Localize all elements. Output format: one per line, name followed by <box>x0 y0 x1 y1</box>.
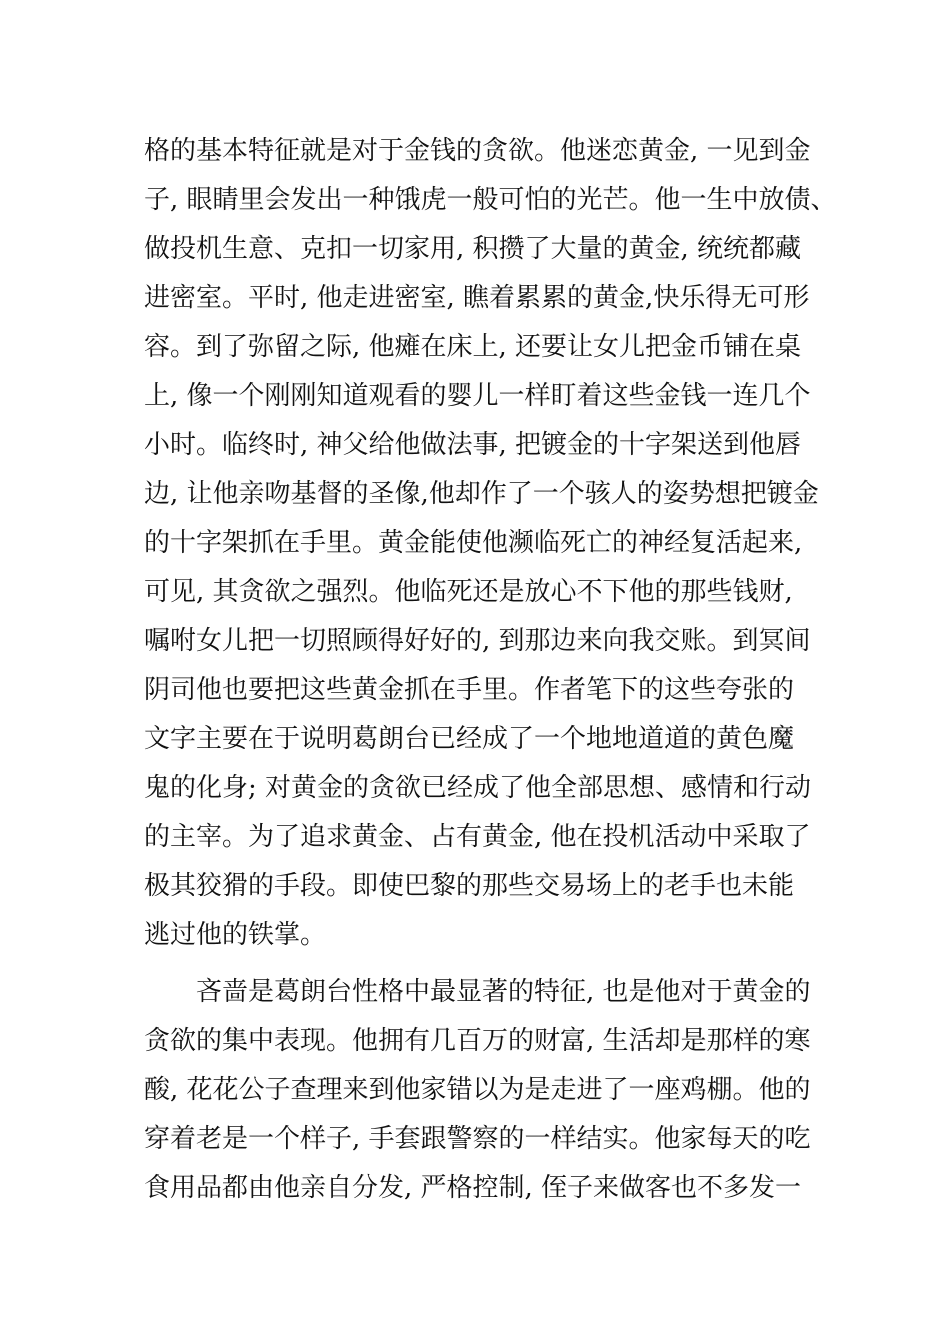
text-line: 文字主要在于说明葛朗台已经成了一个地地道道的黄色魔 <box>144 724 795 754</box>
text-line: 嘱咐女儿把一切照顾得好好的, 到那边来向我交账。到冥间 <box>144 626 811 656</box>
text-line: 小时。临终时, 神父给他做法事, 把镀金的十字架送到他唇 <box>144 430 802 460</box>
text-line: 的主宰。为了追求黄金、占有黄金, 他在投机活动中采取了 <box>144 822 811 852</box>
text-line: 酸, 花花公子查理来到他家错以为是走进了一座鸡棚。他的 <box>144 1075 811 1105</box>
text-line: 可见, 其贪欲之强烈。他临死还是放心不下他的那些钱财, <box>144 577 793 607</box>
text-line: 贪欲的集中表现。他拥有几百万的财富, 生活却是那样的寒 <box>144 1026 811 1056</box>
paragraph-gap <box>144 960 816 968</box>
text-line: 吝啬是葛朗台性格中最显著的特征, 也是他对于黄金的 <box>144 977 811 1007</box>
text-line: 穿着老是一个样子, 手套跟警察的一样结实。他家每天的吃 <box>144 1124 811 1154</box>
text-line: 极其狡猾的手段。即使巴黎的那些交易场上的老手也未能 <box>144 871 795 901</box>
text-line: 做投机生意、克扣一切家用, 积攒了大量的黄金, 统统都藏 <box>144 234 802 264</box>
body-text <box>144 127 837 1213</box>
text-line: 逃过他的铁掌。 <box>144 920 327 950</box>
text-line: 进密室。平时, 他走进密室, 瞧着累累的黄金,快乐得无可形 <box>144 283 810 313</box>
text-line: 格的基本特征就是对于金钱的贪欲。他迷恋黄金, 一见到金 <box>144 136 811 166</box>
text-line: 的十字架抓在手里。黄金能使他濒临死亡的神经复活起来, <box>144 528 803 558</box>
text-line: 子, 眼睛里会发出一种饿虎一般可怕的光芒。他一生中放债、 <box>144 185 837 215</box>
text-line: 鬼的化身; 对黄金的贪欲已经成了他全部思想、感情和行动 <box>144 773 812 803</box>
text-line: 食用品都由他亲自分发, 严格控制, 侄子来做客也不多发一 <box>144 1173 802 1203</box>
paragraph-1 <box>144 127 837 960</box>
text-line: 边, 让他亲吻基督的圣像,他却作了一个骇人的姿势想把镀金 <box>144 479 819 509</box>
paragraph-2 <box>144 968 816 1213</box>
text-line: 阴司他也要把这些黄金抓在手里。作者笔下的这些夸张的 <box>144 675 795 705</box>
text-line: 上, 像一个刚刚知道观看的婴儿一样盯着这些金钱一连几个 <box>144 381 811 411</box>
text-line: 容。到了弥留之际, 他瘫在床上, 还要让女儿把金币铺在桌 <box>144 332 802 362</box>
